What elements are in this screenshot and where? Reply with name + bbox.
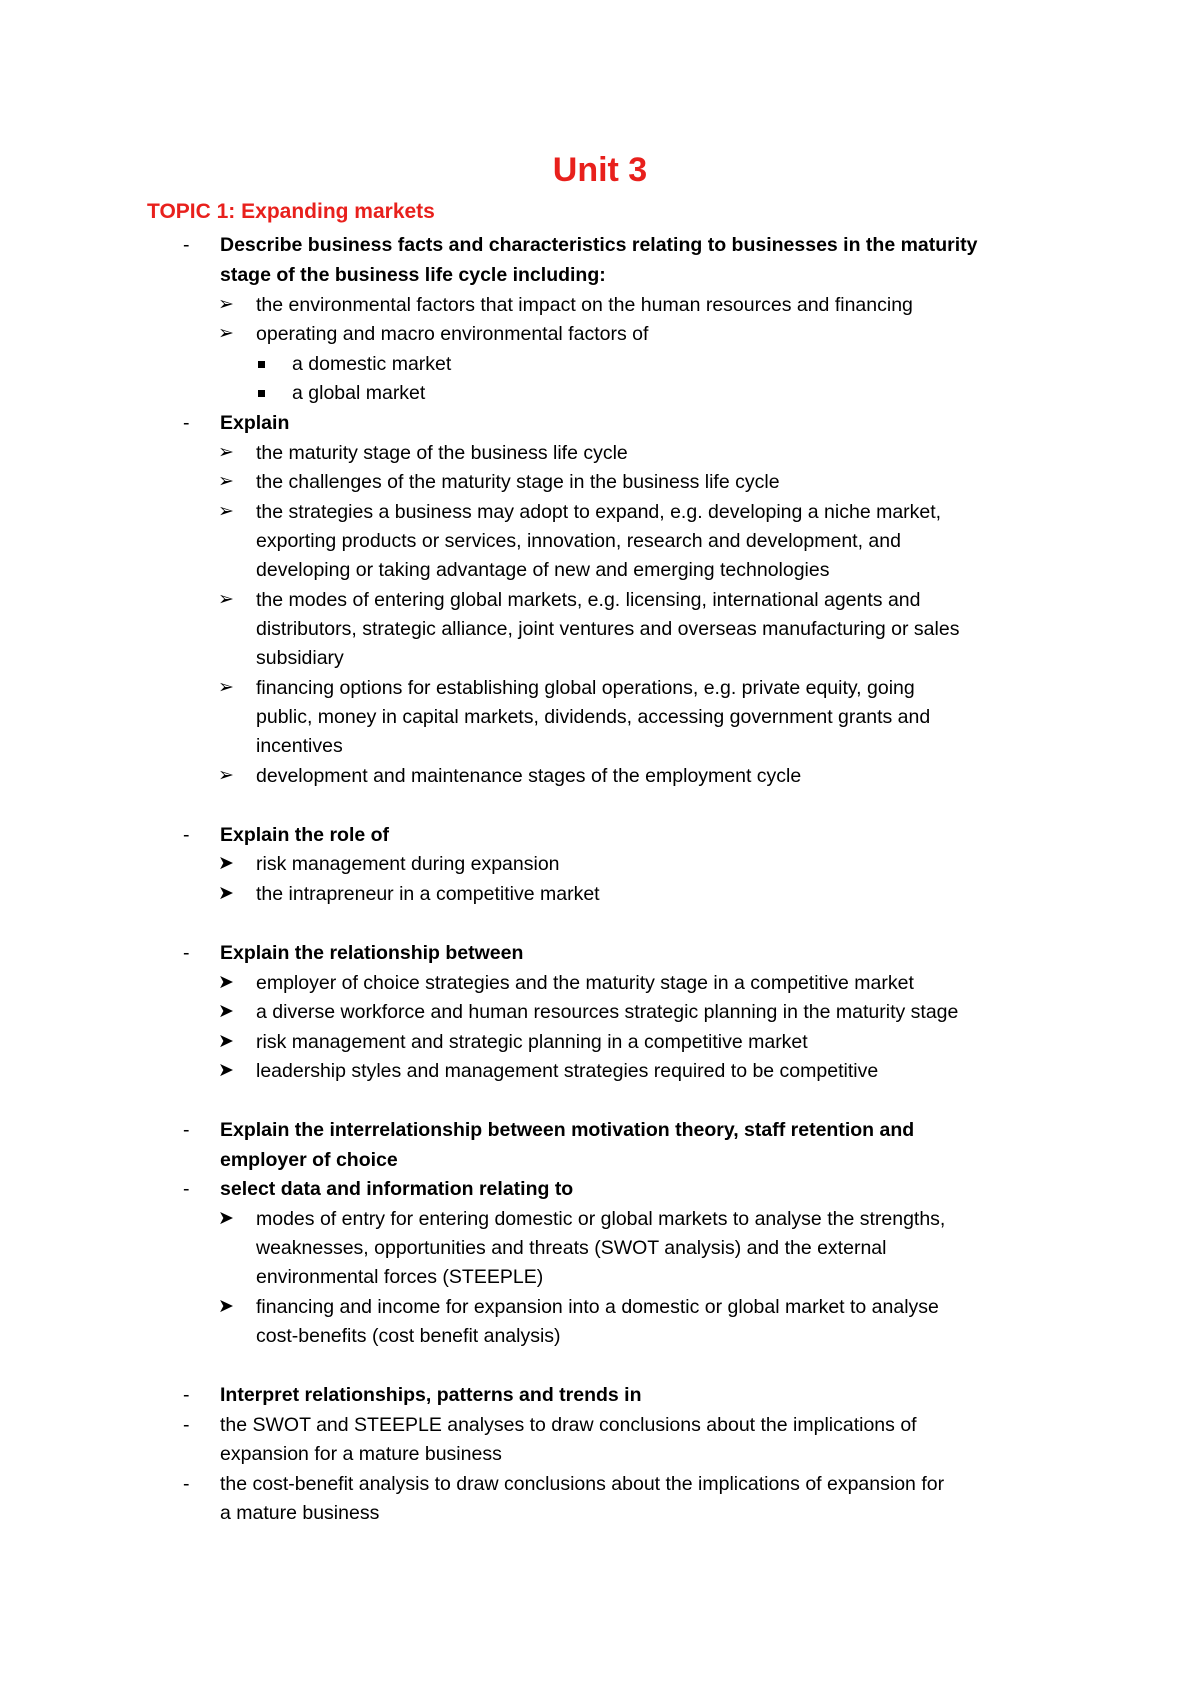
- list-item: a mature business: [220, 1502, 380, 1524]
- dash-bullet: -: [183, 1473, 190, 1495]
- arrow-bullet-icon: ➤: [218, 1001, 234, 1022]
- list-item: leadership styles and management strategies required to be competitive: [256, 1060, 879, 1082]
- list-item: Explain the role of: [220, 824, 390, 846]
- list-item: the SWOT and STEEPLE analyses to draw conclusions about the implications of: [220, 1414, 917, 1436]
- dash-bullet: -: [183, 412, 190, 434]
- list-item: Explain the relationship between: [220, 942, 524, 964]
- dash-bullet: -: [183, 1119, 190, 1141]
- list-item: development and maintenance stages of the employment cycle: [256, 765, 802, 787]
- list-item: the modes of entering global markets, e.g. licensing, international agents and: [256, 589, 921, 611]
- list-item: select data and information relating to: [220, 1178, 574, 1200]
- arrow-bullet-icon: ➢: [218, 323, 234, 344]
- arrow-bullet-icon: ➢: [218, 442, 234, 463]
- arrow-bullet-icon: ➤: [218, 1031, 234, 1052]
- list-item: risk management during expansion: [256, 853, 560, 875]
- list-item: distributors, strategic alliance, joint ventures and overseas manufacturing or sales: [256, 618, 960, 640]
- list-item: the maturity stage of the business life cycle: [256, 442, 628, 464]
- dash-bullet: -: [183, 1414, 190, 1436]
- dash-bullet: -: [183, 824, 190, 846]
- list-item: the environmental factors that impact on the human resources and financing: [256, 294, 913, 316]
- list-item: developing or taking advantage of new and emerging technologies: [256, 559, 830, 581]
- arrow-bullet-icon: ➤: [218, 1208, 234, 1229]
- list-item: modes of entry for entering domestic or global markets to analyse the strengths,: [256, 1208, 946, 1230]
- list-item: risk management and strategic planning in a competitive market: [256, 1031, 808, 1053]
- arrow-bullet-icon: ➤: [218, 972, 234, 993]
- list-item: weaknesses, opportunities and threats (SWOT analysis) and the external: [256, 1237, 887, 1259]
- list-item: incentives: [256, 735, 343, 757]
- list-item: the strategies a business may adopt to expand, e.g. developing a niche market,: [256, 501, 942, 523]
- square-bullet-icon: [258, 390, 265, 397]
- arrow-bullet-icon: ➢: [218, 294, 234, 315]
- arrow-bullet-icon: ➤: [218, 1060, 234, 1081]
- list-item: employer of choice: [220, 1149, 398, 1171]
- list-item: the cost-benefit analysis to draw conclusions about the implications of expansion for: [220, 1473, 945, 1495]
- list-item: employer of choice strategies and the maturity stage in a competitive market: [256, 972, 914, 994]
- list-item: a global market: [292, 382, 426, 404]
- list-item: Interpret relationships, patterns and trends in: [220, 1384, 642, 1406]
- list-item: the intrapreneur in a competitive market: [256, 883, 600, 905]
- list-item: the challenges of the maturity stage in the business life cycle: [256, 471, 780, 493]
- list-item: public, money in capital markets, dividends, accessing government grants and: [256, 706, 931, 728]
- topic-heading: TOPIC 1: Expanding markets: [147, 200, 435, 223]
- arrow-bullet-icon: ➤: [218, 853, 234, 874]
- dash-bullet: -: [183, 942, 190, 964]
- page-title: Unit 3: [552, 151, 648, 189]
- list-item: environmental forces (STEEPLE): [256, 1266, 544, 1288]
- list-item: expansion for a mature business: [220, 1443, 502, 1465]
- list-item: Describe business facts and characteristics relating to businesses in the maturity: [220, 234, 978, 256]
- list-item: a domestic market: [292, 353, 452, 375]
- arrow-bullet-icon: ➤: [218, 1296, 234, 1317]
- dash-bullet: -: [183, 1178, 190, 1200]
- list-item: exporting products or services, innovation, research and development, and: [256, 530, 901, 552]
- arrow-bullet-icon: ➢: [218, 471, 234, 492]
- list-item: stage of the business life cycle including:: [220, 264, 606, 286]
- square-bullet-icon: [258, 361, 265, 368]
- list-item: Explain the interrelationship between motivation theory, staff retention and: [220, 1119, 915, 1141]
- arrow-bullet-icon: ➢: [218, 677, 234, 698]
- arrow-bullet-icon: ➢: [218, 501, 234, 522]
- arrow-bullet-icon: ➢: [218, 765, 234, 786]
- list-item: Explain: [220, 412, 290, 434]
- list-item: operating and macro environmental factors of: [256, 323, 649, 345]
- list-item: financing options for establishing global operations, e.g. private equity, going: [256, 677, 915, 699]
- list-item: a diverse workforce and human resources strategic planning in the maturity stage: [256, 1001, 959, 1023]
- dash-bullet: -: [183, 234, 190, 256]
- arrow-bullet-icon: ➤: [218, 883, 234, 904]
- list-item: cost-benefits (cost benefit analysis): [256, 1325, 561, 1347]
- arrow-bullet-icon: ➢: [218, 589, 234, 610]
- dash-bullet: -: [183, 1384, 190, 1406]
- list-item: subsidiary: [256, 647, 344, 669]
- list-item: financing and income for expansion into a domestic or global market to analyse: [256, 1296, 939, 1318]
